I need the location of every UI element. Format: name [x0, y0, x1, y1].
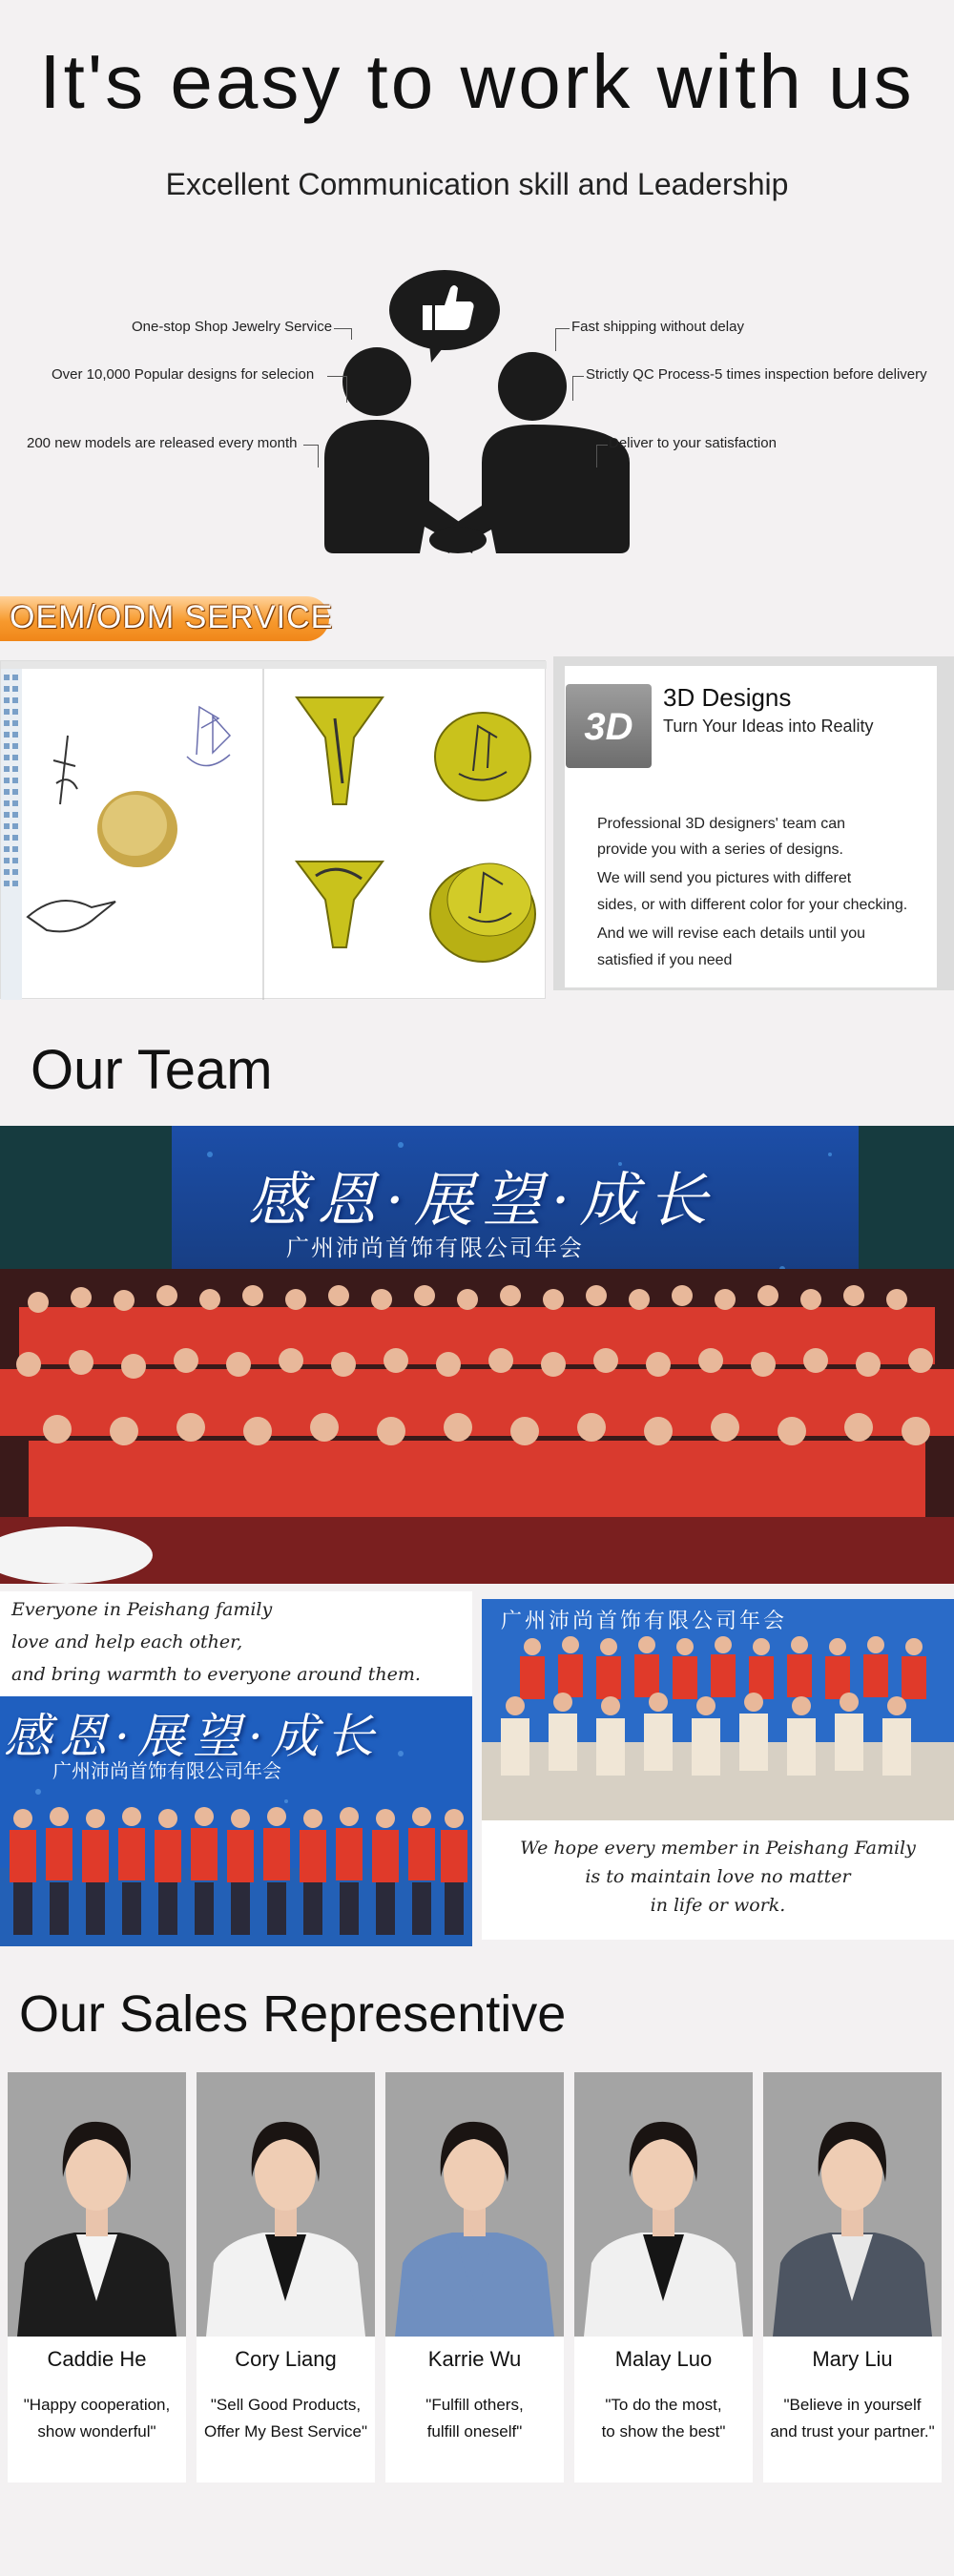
- rep-portrait: [197, 2072, 375, 2337]
- leader-tick: [318, 445, 319, 467]
- page-title: It's easy to work with us: [39, 39, 915, 124]
- rep-quote-line: "Fulfill others,: [425, 2396, 524, 2414]
- rep-name: Karrie Wu: [427, 2347, 522, 2371]
- cad-design-panel: [0, 660, 546, 999]
- leader-tick: [346, 376, 347, 403]
- feature-one-stop: One-stop Shop Jewelry Service: [132, 319, 333, 335]
- stage-banner-text: 感恩·展望·成长: [4, 1709, 382, 1764]
- feature-new-models: 200 new models are released every month: [27, 435, 298, 451]
- leader-tick: [572, 376, 573, 401]
- feature-qc-process: Strictly QC Process-5 times inspection before delivery: [586, 366, 927, 383]
- costume-party-photo: [482, 1599, 954, 1820]
- rep-quote-line: to show the best": [601, 2422, 726, 2441]
- stage-banner-subtitle: 广州沛尚首饰有限公司年会: [52, 1759, 281, 1782]
- rep-quote-line: "To do the most,: [605, 2396, 722, 2414]
- team-group-photo: [0, 1126, 954, 1584]
- rep-name: Caddie He: [47, 2347, 147, 2371]
- rep-quote-line: "Believe in yourself: [783, 2396, 922, 2414]
- team-banner-text: 感恩·展望·成长: [248, 1165, 717, 1235]
- feature-popular-designs: Over 10,000 Popular designs for selecion: [52, 366, 315, 383]
- rep-card: [763, 2072, 942, 2483]
- leader-line: [555, 328, 570, 329]
- left-quote-line: and bring warmth to everyone around them.: [11, 1664, 421, 1685]
- rep-quote-line: "Happy cooperation,: [23, 2396, 171, 2414]
- cad-illustration: [1, 661, 547, 1000]
- team-stage-photo: [0, 1696, 472, 1946]
- leader-tick: [351, 328, 352, 340]
- oem-label: OEM/ODM SERVICE: [10, 599, 334, 635]
- rep-portrait: [385, 2072, 564, 2337]
- rep-quote-line: and trust your partner.": [770, 2422, 935, 2441]
- rep-quote-line: Offer My Best Service": [203, 2422, 368, 2441]
- rep-quote-line: show wonderful": [37, 2422, 156, 2441]
- rep-card: [8, 2072, 186, 2483]
- rep-portrait: [574, 2072, 753, 2337]
- rep-quote: [197, 2392, 375, 2445]
- team-heading: Our Team: [31, 1039, 273, 1101]
- rep-quote-line: "Sell Good Products,: [210, 2396, 362, 2414]
- rep-portrait: [8, 2072, 186, 2337]
- svg-text:3D: 3D: [584, 706, 633, 748]
- left-quote-line: love and help each other,: [11, 1631, 243, 1652]
- rep-portrait: [763, 2072, 942, 2337]
- threed-description-line: Professional 3D designers' team can: [597, 816, 846, 832]
- party-banner-subtitle: 广州沛尚首饰有限公司年会: [501, 1610, 788, 1633]
- threed-description-line: satisfied if you need: [597, 952, 733, 968]
- leader-line: [596, 445, 608, 446]
- threed-subtitle: Turn Your Ideas into Reality: [663, 717, 874, 736]
- 3d-icon: [566, 684, 652, 768]
- thumbs-up-bubble: [389, 270, 500, 363]
- right-quote-line: in life or work.: [650, 1895, 786, 1916]
- leader-line: [334, 328, 351, 329]
- rep-name: Malay Luo: [614, 2347, 713, 2371]
- leader-tick: [555, 328, 556, 351]
- leader-line: [303, 445, 318, 446]
- threed-title: 3D Designs: [663, 683, 792, 712]
- rep-quote-line: fulfill oneself": [426, 2422, 523, 2441]
- handshake-people-icon: [286, 267, 668, 563]
- threed-description-line: sides, or with different color for your checking.: [597, 897, 908, 913]
- threed-description-line: And we will revise each details until you: [597, 925, 866, 942]
- feature-satisfaction: Deliver to your satisfaction: [609, 435, 777, 451]
- rep-card: [197, 2072, 375, 2483]
- rep-name: Cory Liang: [235, 2347, 337, 2371]
- sales-heading: Our Sales Representive: [19, 1985, 567, 2043]
- leader-tick: [596, 445, 597, 467]
- right-quote-line: is to maintain love no matter: [585, 1866, 851, 1887]
- threed-description-line: We will send you pictures with differet: [597, 870, 852, 886]
- leader-line: [572, 376, 584, 377]
- team-banner-subtitle: 广州沛尚首饰有限公司年会: [286, 1235, 584, 1261]
- rep-quote: [574, 2392, 753, 2445]
- right-quote-line: We hope every member in Peishang Family: [520, 1838, 916, 1859]
- rep-card: [385, 2072, 564, 2483]
- feature-fast-shipping: Fast shipping without delay: [571, 319, 744, 335]
- rep-quote: [763, 2392, 942, 2445]
- rep-card: [574, 2072, 753, 2483]
- left-quote-line: Everyone in Peishang family: [11, 1599, 273, 1620]
- rep-quote: [385, 2392, 564, 2445]
- leader-line: [327, 376, 346, 377]
- rep-name: Mary Liu: [812, 2347, 893, 2371]
- threed-description-line: provide you with a series of designs.: [597, 841, 843, 858]
- page-subtitle: Excellent Communication skill and Leadership: [165, 167, 789, 201]
- rep-quote: [8, 2392, 186, 2445]
